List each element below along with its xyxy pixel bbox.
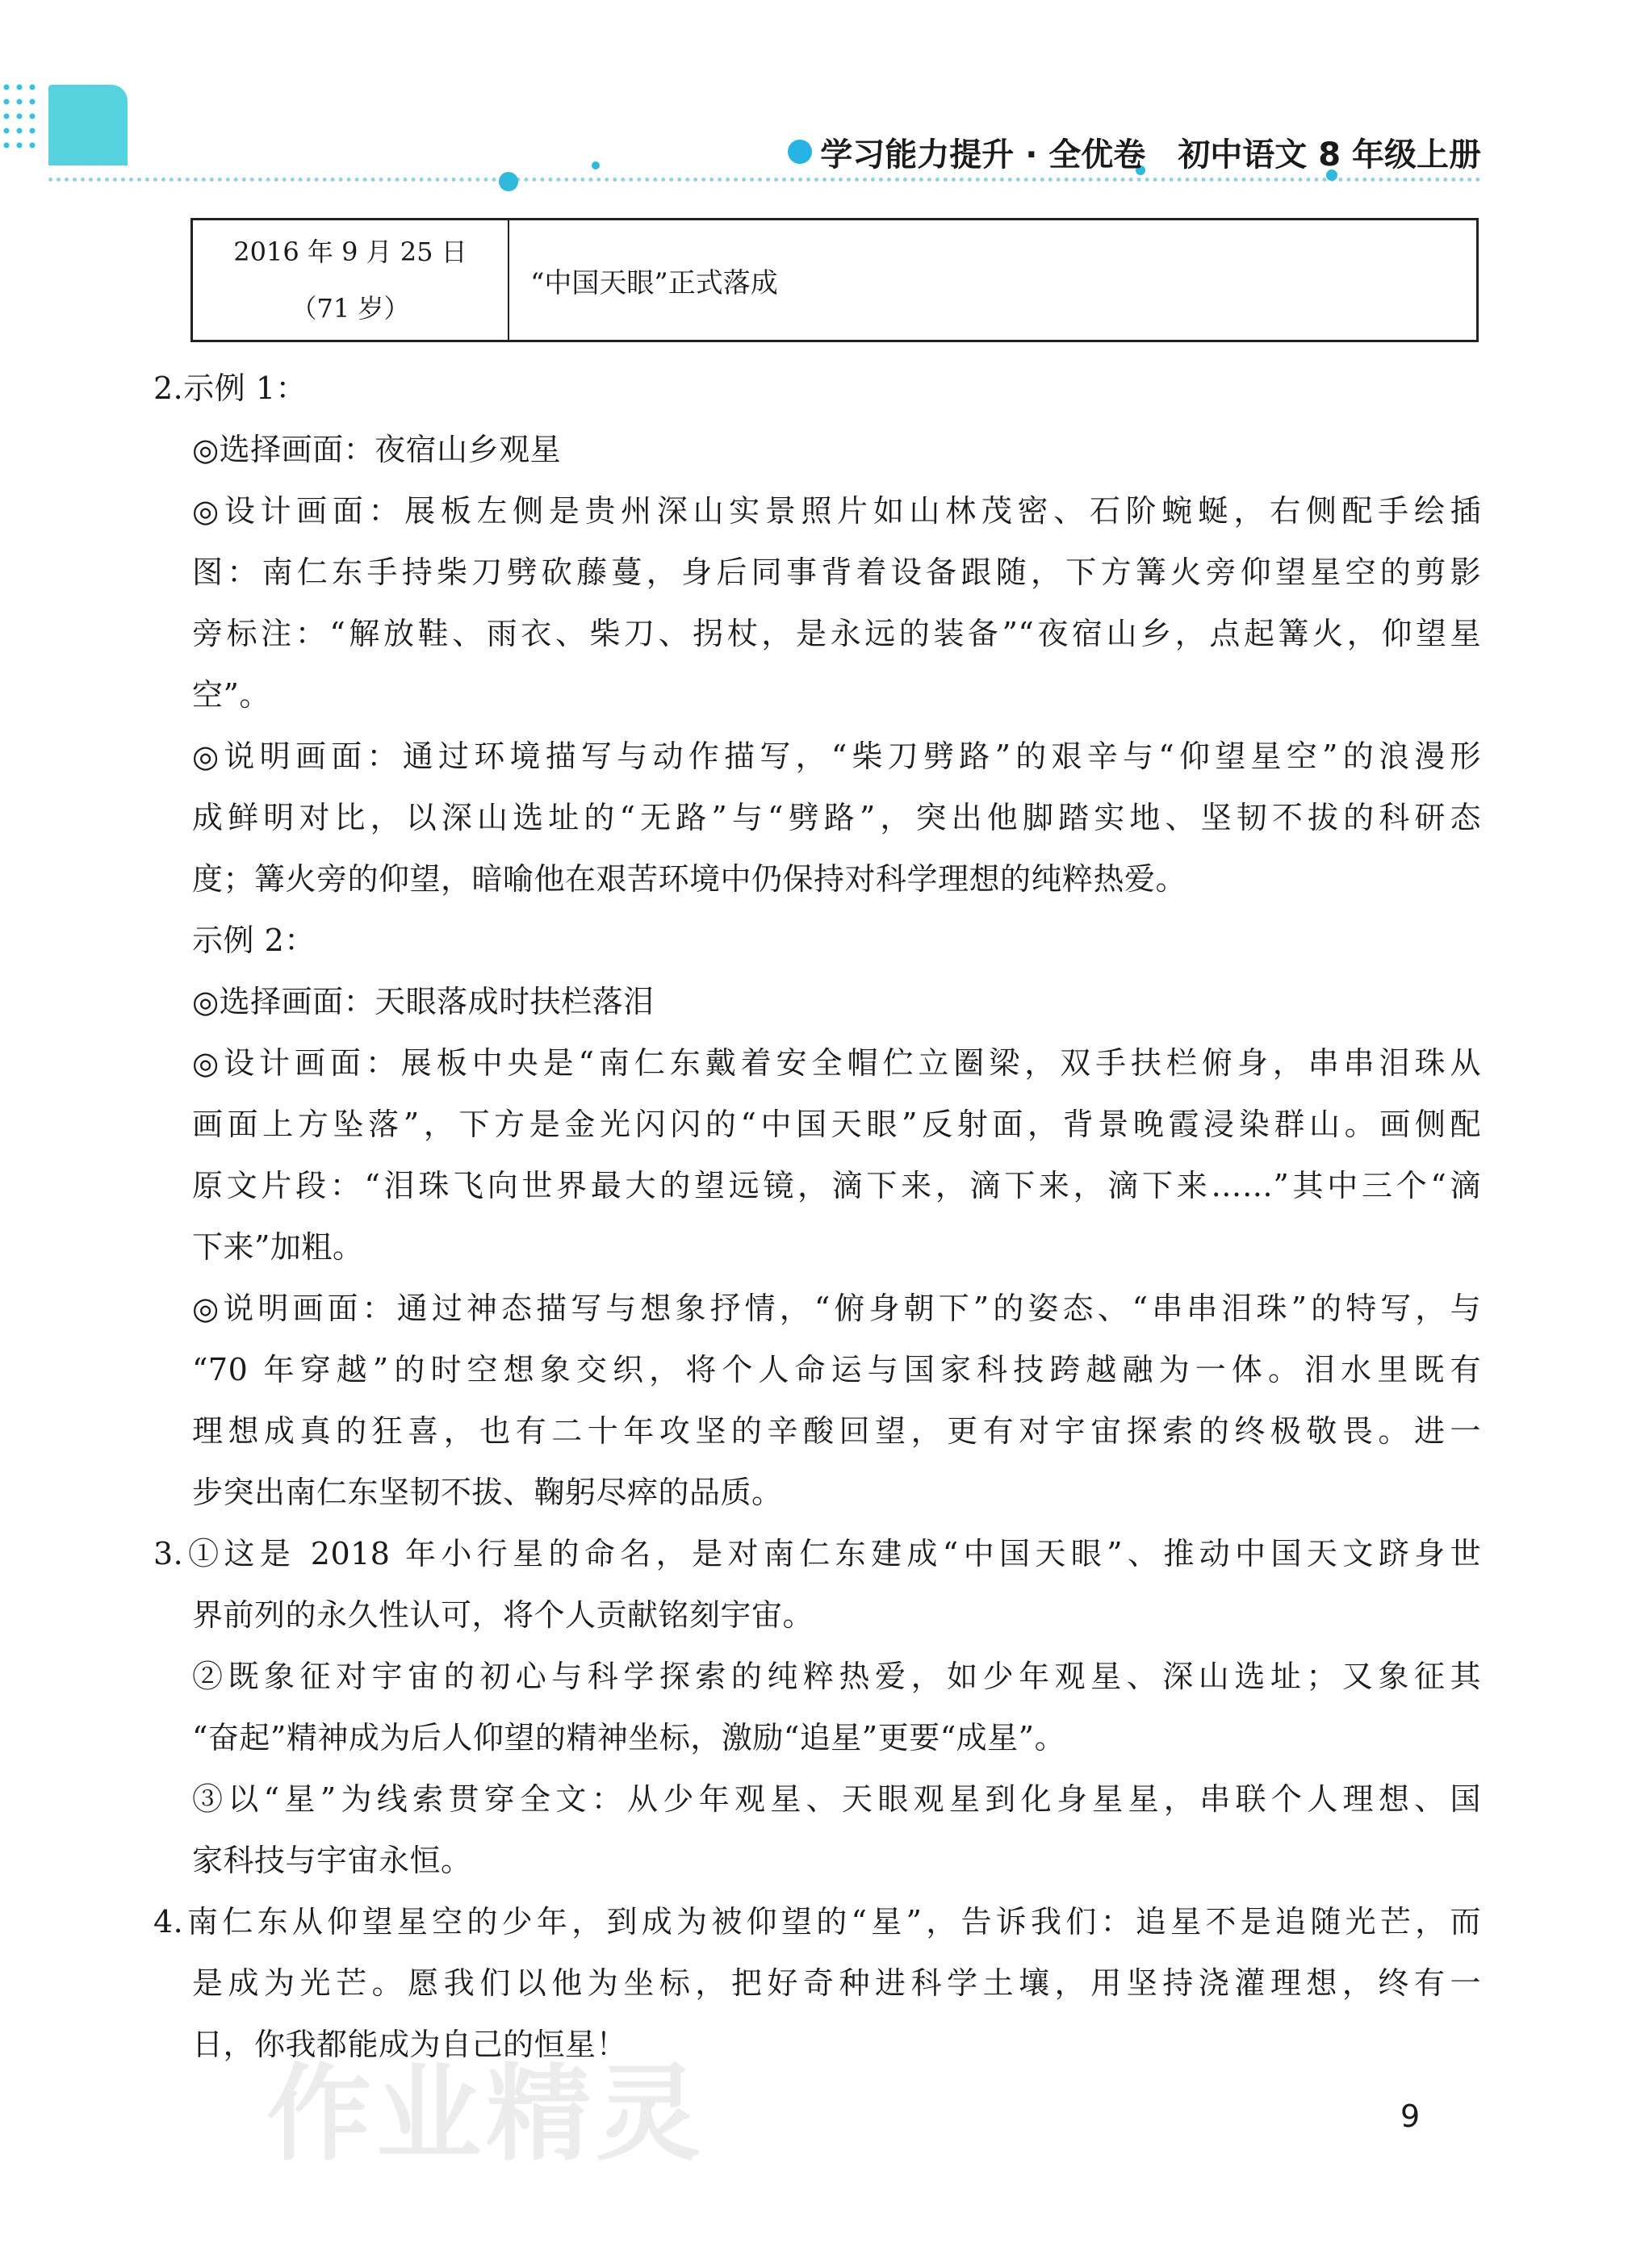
text-line: 原文片段：“泪珠飞向世界最大的望远镜，滴下来，滴下来，滴下来……”其中三个“滴 [192, 1168, 1481, 1203]
text-line: ◎说明画面：通过神态描写与想象抒情，“俯身朝下”的姿态、“串串泪珠”的特写，与 [192, 1291, 1481, 1326]
text-line: ◎选择画面：夜宿山乡观星 [192, 432, 562, 467]
text-line: ◎选择画面：天眼落成时扶栏落泪 [192, 984, 655, 1019]
text-line: 步突出南仁东坚韧不拔、鞠躬尽瘁的品质。 [192, 1475, 783, 1510]
text-line: ②既象征对宇宙的初心与科学探索的纯粹热爱，如少年观星、深山选址；又象征其 [192, 1659, 1481, 1694]
text-line: 下来”加粗。 [192, 1229, 364, 1265]
book-title: 学习能力提升 · 全优卷 [820, 136, 1146, 174]
age-text: （71 岁） [291, 293, 410, 324]
header-bead [499, 172, 518, 191]
book-title-group [788, 129, 1145, 175]
answer-text [153, 358, 1481, 2075]
text-line: ◎设计画面：展板左侧是贵州深山实景照片如山林茂密、石阶蜿蜒，右侧配手绘插 [192, 493, 1481, 529]
text-line: 理想成真的狂喜，也有二十年攻坚的辛酸回望，更有对宇宙探索的终极敬畏。进一 [192, 1413, 1481, 1449]
text-line: 日，你我都能成为自己的恒星！ [192, 2027, 628, 2062]
text-line: ◎设计画面：展板中央是“南仁东戴着安全帽伫立圈梁，双手扶栏俯身，串串泪珠从 [192, 1045, 1481, 1081]
text-line: 成鲜明对比，以深山选址的“无路”与“劈路”，突出他脚踏实地、坚韧不拔的科研态 [192, 800, 1481, 835]
text-line: 3.①这是 2018 年小行星的命名，是对南仁东建成“中国天眼”、推动中国天文跻身世 [153, 1536, 1481, 1571]
header-bead [592, 161, 600, 169]
text-line: 画面上方坠落”，下方是金光闪闪的“中国天眼”反射面，背景晚霞浸染群山。画侧配 [192, 1107, 1481, 1142]
text-line: 是成为光芒。愿我们以他为坐标，把好奇种进科学土壤，用坚持浇灌理想，终有一 [192, 1965, 1481, 2001]
subject-grade: 初中语文 8 年级上册 [1178, 136, 1481, 174]
watermark-logo: 作业精灵 [266, 2052, 706, 2175]
running-header [670, 128, 1481, 176]
page-number: 9 [1400, 2099, 1421, 2134]
header-dotted-rule [48, 178, 1481, 182]
text-line: 度；篝火旁的仰望，暗喻他在艰苦环境中仍保持对科学理想的纯粹热爱。 [192, 861, 1187, 897]
text-line: 示例 2： [192, 923, 316, 958]
text-line: “奋起”精神成为后人仰望的精神坐标，激励“追星”更要“成星”。 [192, 1720, 1066, 1755]
teal-corner-block [48, 85, 128, 165]
text-line: 4.南仁东从仰望星空的少年，到成为被仰望的“星”，告诉我们：追星不是追随光芒，而 [153, 1904, 1481, 1940]
text-line: ◎说明画面：通过环境描写与动作描写，“柴刀劈路”的艰辛与“仰望星空”的浪漫形 [192, 739, 1481, 774]
text-line: 界前列的永久性认可，将个人贡献铭刻宇宙。 [192, 1597, 814, 1633]
text-line: “70 年穿越”的时空想象交织，将个人命运与国家科技跨越融为一体。泪水里既有 [192, 1352, 1481, 1387]
bullet-dot-icon [788, 140, 812, 164]
date-cell [193, 220, 509, 340]
text-line: 旁标注：“解放鞋、雨衣、柴刀、拐杖，是永远的装备”“夜宿山乡，点起篝火，仰望星 [192, 616, 1481, 651]
text-line: ③以“星”为线索贯穿全文：从少年观星、天眼观星到化身星星，串联个人理想、国 [192, 1781, 1481, 1817]
text-line: 图：南仁东手持柴刀劈砍藤蔓，身后同事背着设备跟随，下方篝火旁仰望星空的剪影 [192, 554, 1481, 590]
text-line: 2.示例 1： [153, 370, 308, 406]
text-line: 家科技与宇宙永恒。 [192, 1843, 472, 1878]
event-cell [509, 220, 1476, 340]
text-line: 空”。 [192, 677, 270, 713]
timeline-table-row [190, 218, 1479, 342]
event-text: “中国天眼”正式落成 [530, 266, 778, 299]
date-text: 2016 年 9 月 25 日 [233, 236, 467, 267]
dot-pattern-decoration [0, 81, 48, 161]
